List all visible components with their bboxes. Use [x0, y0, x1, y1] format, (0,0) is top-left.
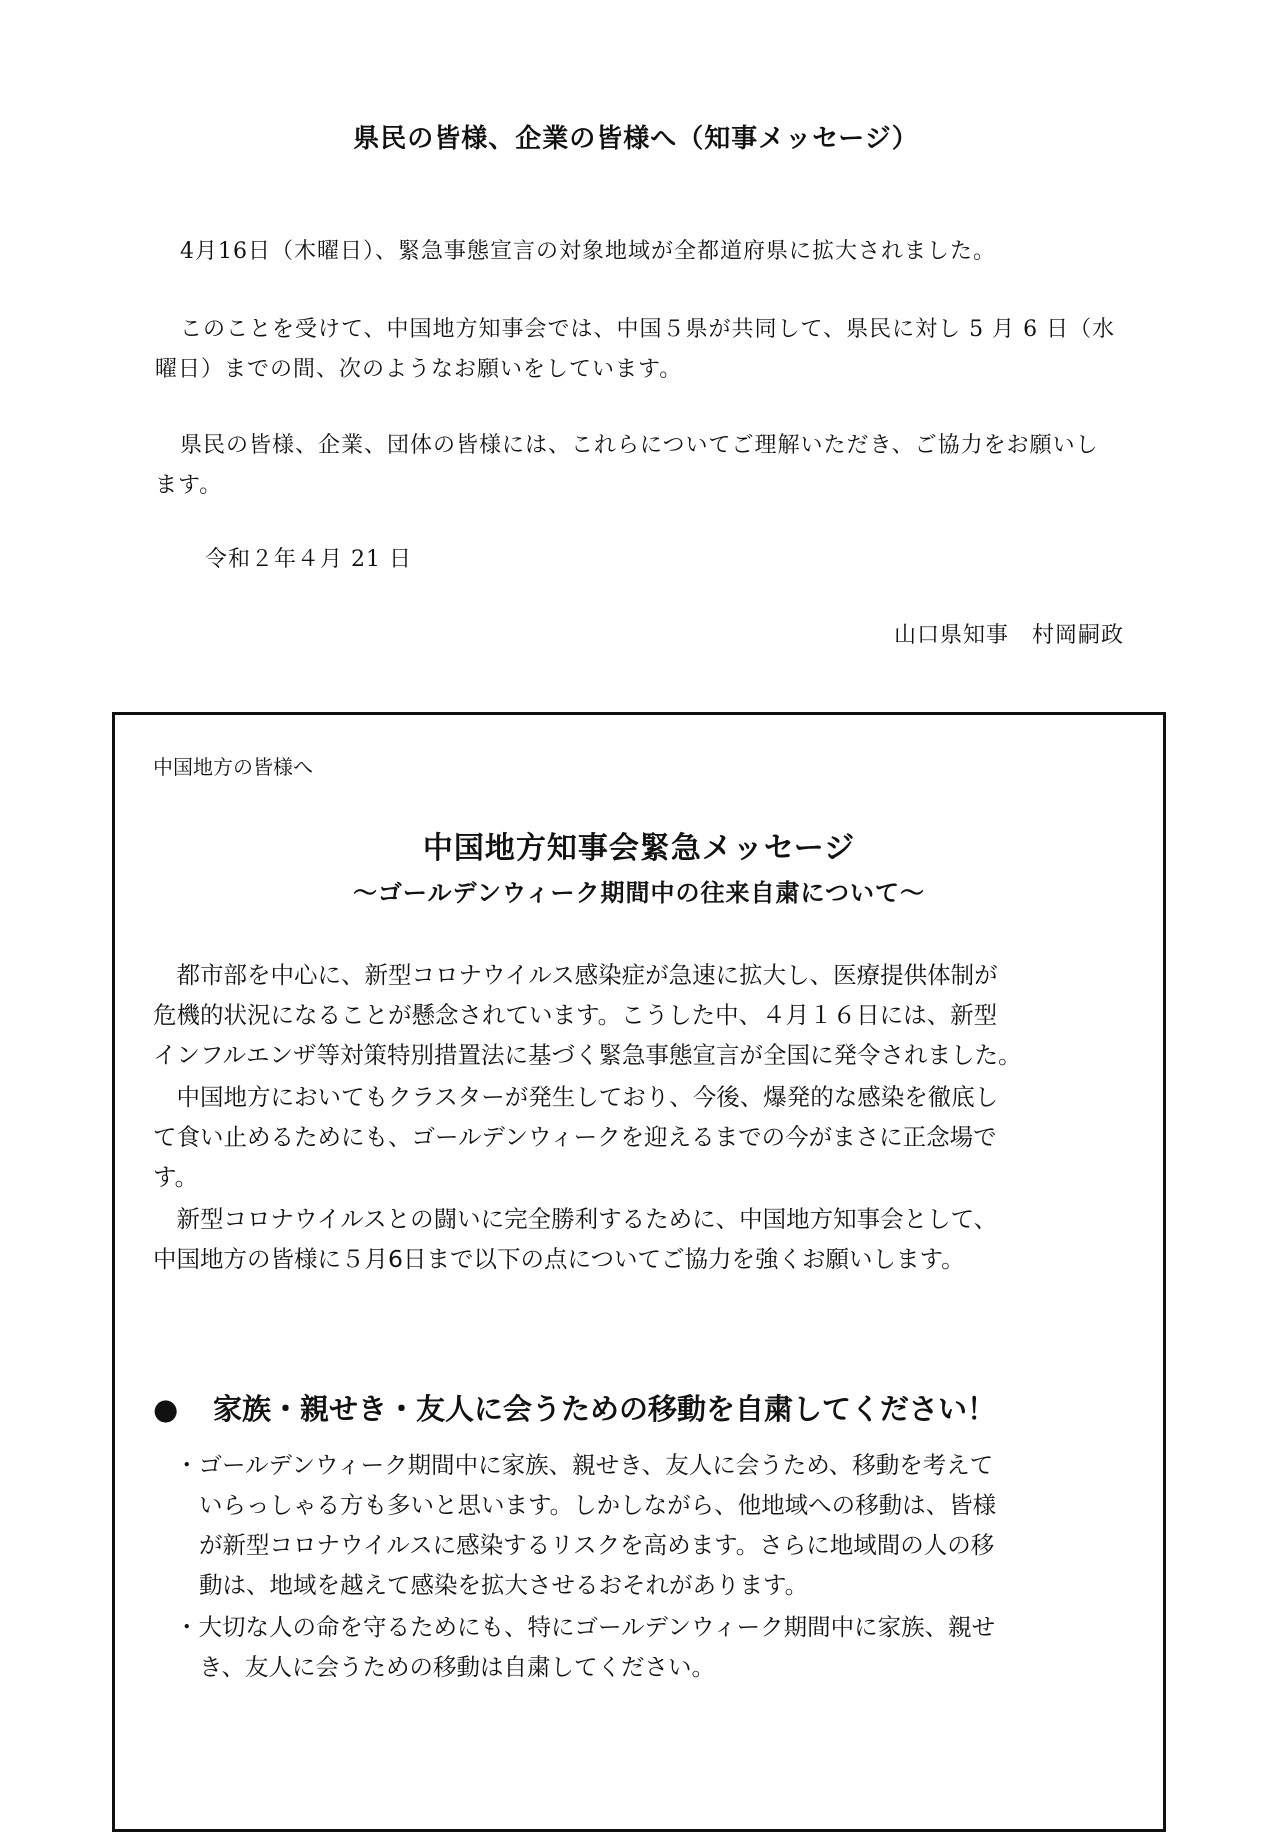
body-line: 危機的状況になることが懸念されています。こうした中、４月１６日には、新型	[153, 1001, 998, 1029]
body-line: インフルエンザ等対策特別措置法に基づく緊急事態宣言が全国に発令されました。	[153, 1041, 1022, 1069]
section-heading	[153, 1387, 996, 1428]
bullet-line: ・ゴールデンウィーク期間中に家族、親せき、友人に会うため、移動を考えて	[175, 1451, 994, 1479]
governor-paragraph-2: このことを受けて、中国地方知事会では、中国５県が共同して、県民に対し 5 月 6 日（水曜日）までの間、次のようなお願いをしています。	[155, 317, 1116, 382]
section-heading-text: 家族・親せき・友人に会うための移動を自粛してください！	[213, 1392, 997, 1426]
body-line: て食い止めるためにも、ゴールデンウィークを迎えるまでの今がまさに正念場で	[153, 1123, 997, 1151]
body-line: 都市部を中心に、新型コロナウイルス感染症が急速に拡大し、医療提供体制が	[153, 961, 998, 989]
box-title: 中国地方知事会緊急メッセージ	[422, 831, 856, 866]
body-line: 新型コロナウイルスとの闘いに完全勝利するために、中国地方知事会として、	[153, 1205, 998, 1233]
bullet-line: いらっしゃる方も多いと思います。しかしながら、他地域への移動は、皆様	[199, 1491, 997, 1519]
box-salutation: 中国地方の皆様へ	[153, 755, 313, 779]
bullet-line: が新型コロナウイルスに感染するリスクを高めます。さらに地域間の人の移	[199, 1531, 995, 1559]
message-date: 令和２年４月 21 日	[205, 547, 412, 572]
bullet-line: 動は、地域を越えて感染を拡大させるおそれがあります。	[199, 1571, 809, 1599]
box-subtitle: ～ゴールデンウィーク期間中の往来自粛について～	[352, 879, 926, 907]
body-line: 中国地方の皆様に５月6日まで以下の点についてご協力を強くお願いします。	[153, 1245, 965, 1273]
governor-message-title: 県民の皆様、企業の皆様へ（知事メッセージ）	[353, 124, 919, 154]
bullet-line: ・大切な人の命を守るためにも、特にゴールデンウィーク期間中に家族、親せ	[175, 1613, 996, 1641]
bullet-icon: ●	[153, 1392, 179, 1426]
emergency-message-box	[112, 712, 1166, 1832]
governor-paragraph-3: 県民の皆様、企業、団体の皆様には、これらについてご理解いただき、ご協力をお願いします。	[155, 433, 1099, 498]
bullet-line: き、友人に会うための移動は自粛してください。	[199, 1653, 716, 1681]
body-line: す。	[153, 1163, 199, 1191]
governor-paragraph-1: 4月16日（木曜日）、緊急事態宣言の対象地域が全都道府県に拡大されました。	[180, 239, 996, 264]
governor-signature: 山口県知事 村岡嗣政	[893, 623, 1124, 648]
body-line: 中国地方においてもクラスターが発生しており、今後、爆発的な感染を徹底し	[153, 1083, 999, 1111]
